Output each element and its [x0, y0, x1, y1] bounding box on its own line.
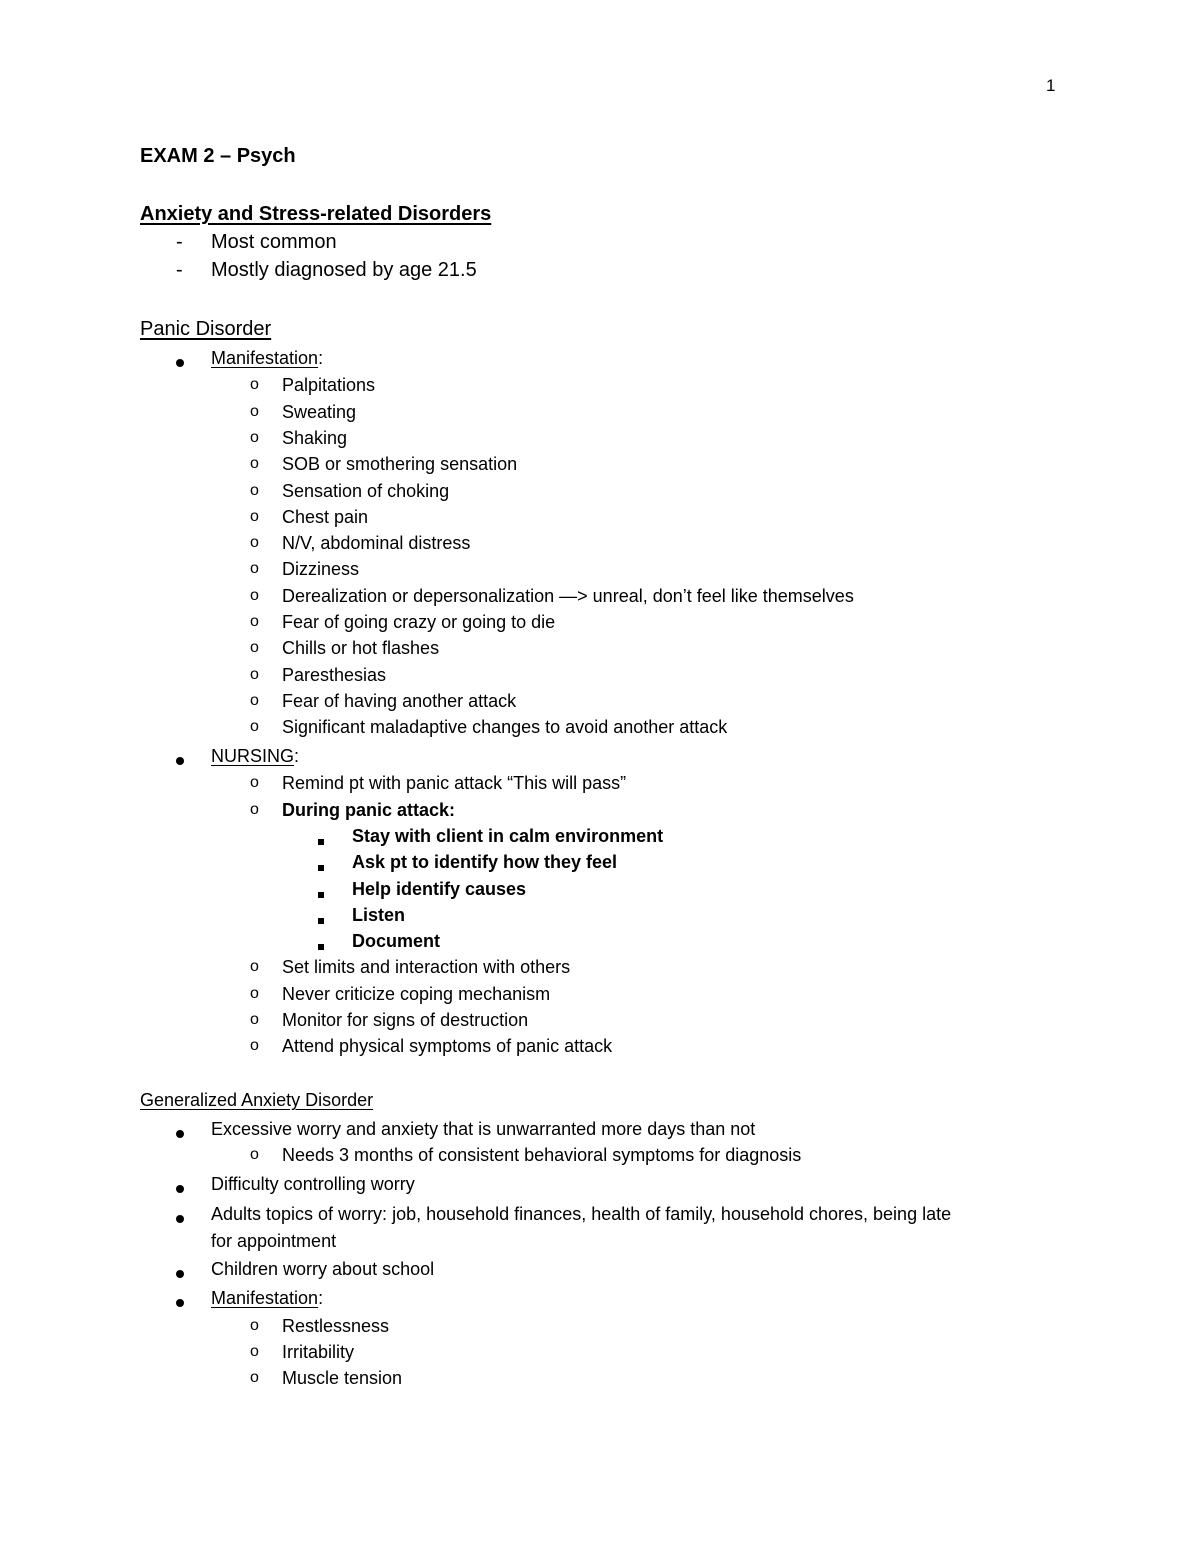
circle-bullet-icon: o: [250, 1317, 259, 1334]
list-item: Derealization or depersonalization —> unreal, don’t feel like themselves: [282, 586, 854, 606]
circle-bullet-icon: o: [250, 692, 259, 709]
list-item: Significant maladaptive changes to avoid another attack: [282, 717, 728, 737]
circle-bullet-icon: o: [250, 1146, 259, 1163]
list-item: Needs 3 months of consistent behavioral symptoms for diagnosis: [282, 1145, 802, 1165]
list-item: Fear of having another attack: [282, 691, 517, 711]
list-item: Shaking: [282, 428, 348, 448]
list-item: Ask pt to identify how they feel: [352, 852, 618, 872]
square-bullet-icon: [318, 858, 324, 876]
nursing-heading: NURSING:: [211, 746, 300, 766]
list-item: Set limits and interaction with others: [282, 957, 571, 977]
list-item: Children worry about school: [211, 1259, 435, 1279]
list-item: Stay with client in calm environment: [352, 826, 664, 846]
list-item: Difficulty controlling worry: [211, 1174, 415, 1194]
dash-bullet: -: [176, 231, 183, 253]
list-item: Restlessness: [282, 1316, 390, 1336]
bullet-icon: [176, 1210, 184, 1228]
list-item: Chills or hot flashes: [282, 638, 440, 658]
circle-bullet-icon: o: [250, 639, 259, 656]
list-item: Sensation of choking: [282, 481, 450, 501]
manifestation-heading: Manifestation:: [211, 1288, 324, 1308]
circle-bullet-icon: o: [250, 560, 259, 577]
manifestation-heading: Manifestation:: [211, 348, 324, 368]
list-item: Listen: [352, 905, 406, 925]
list-item: Muscle tension: [282, 1368, 403, 1388]
list-item: During panic attack:: [282, 800, 456, 820]
circle-bullet-icon: o: [250, 985, 259, 1002]
circle-bullet-icon: o: [250, 534, 259, 551]
circle-bullet-icon: o: [250, 1037, 259, 1054]
circle-bullet-icon: o: [250, 774, 259, 791]
list-item: Chest pain: [282, 507, 369, 527]
list-item: SOB or smothering sensation: [282, 454, 518, 474]
circle-bullet-icon: o: [250, 718, 259, 735]
circle-bullet-icon: o: [250, 958, 259, 975]
page-number: 1: [1046, 76, 1056, 95]
list-item: Excessive worry and anxiety that is unwarranted more days than not: [211, 1119, 756, 1139]
square-bullet-icon: [318, 885, 324, 903]
list-item: Paresthesias: [282, 665, 387, 685]
page-title: EXAM 2 – Psych: [140, 145, 296, 167]
list-item: N/V, abdominal distress: [282, 533, 471, 553]
circle-bullet-icon: o: [250, 666, 259, 683]
circle-bullet-icon: o: [250, 1369, 259, 1386]
bullet-icon: [176, 1294, 184, 1312]
circle-bullet-icon: o: [250, 429, 259, 446]
circle-bullet-icon: o: [250, 376, 259, 393]
square-bullet-icon: [318, 832, 324, 850]
list-item: Attend physical symptoms of panic attack: [282, 1036, 613, 1056]
dash-bullet: -: [176, 259, 183, 281]
circle-bullet-icon: o: [250, 482, 259, 499]
list-item: Palpitations: [282, 375, 376, 395]
list-item: Monitor for signs of destruction: [282, 1010, 529, 1030]
list-item: Most common: [211, 231, 337, 253]
list-item: Never criticize coping mechanism: [282, 984, 551, 1004]
section-heading-gad: Generalized Anxiety Disorder: [140, 1090, 374, 1110]
list-item: Adults topics of worry: job, household finances, health of family, household chores, being late: [211, 1204, 952, 1224]
circle-bullet-icon: o: [250, 508, 259, 525]
circle-bullet-icon: o: [250, 455, 259, 472]
list-item: Mostly diagnosed by age 21.5: [211, 259, 477, 281]
list-item: Help identify causes: [352, 879, 527, 899]
bullet-icon: [176, 1180, 184, 1198]
square-bullet-icon: [318, 937, 324, 955]
section-heading-anxiety: Anxiety and Stress-related Disorders: [140, 203, 492, 225]
circle-bullet-icon: o: [250, 587, 259, 604]
bullet-icon: [176, 752, 184, 770]
circle-bullet-icon: o: [250, 613, 259, 630]
bullet-icon: [176, 354, 184, 372]
bullet-icon: [176, 1125, 184, 1143]
circle-bullet-icon: o: [250, 801, 259, 818]
list-item: Irritability: [282, 1342, 355, 1362]
section-heading-panic: Panic Disorder: [140, 318, 272, 340]
list-item: Sweating: [282, 402, 357, 422]
list-item: Remind pt with panic attack “This will pass”: [282, 773, 627, 793]
list-item: Document: [352, 931, 441, 951]
list-item: Fear of going crazy or going to die: [282, 612, 556, 632]
circle-bullet-icon: o: [250, 403, 259, 420]
circle-bullet-icon: o: [250, 1011, 259, 1028]
bullet-icon: [176, 1265, 184, 1283]
square-bullet-icon: [318, 911, 324, 929]
list-item: Dizziness: [282, 559, 360, 579]
list-item-continuation: for appointment: [211, 1231, 337, 1251]
circle-bullet-icon: o: [250, 1343, 259, 1360]
